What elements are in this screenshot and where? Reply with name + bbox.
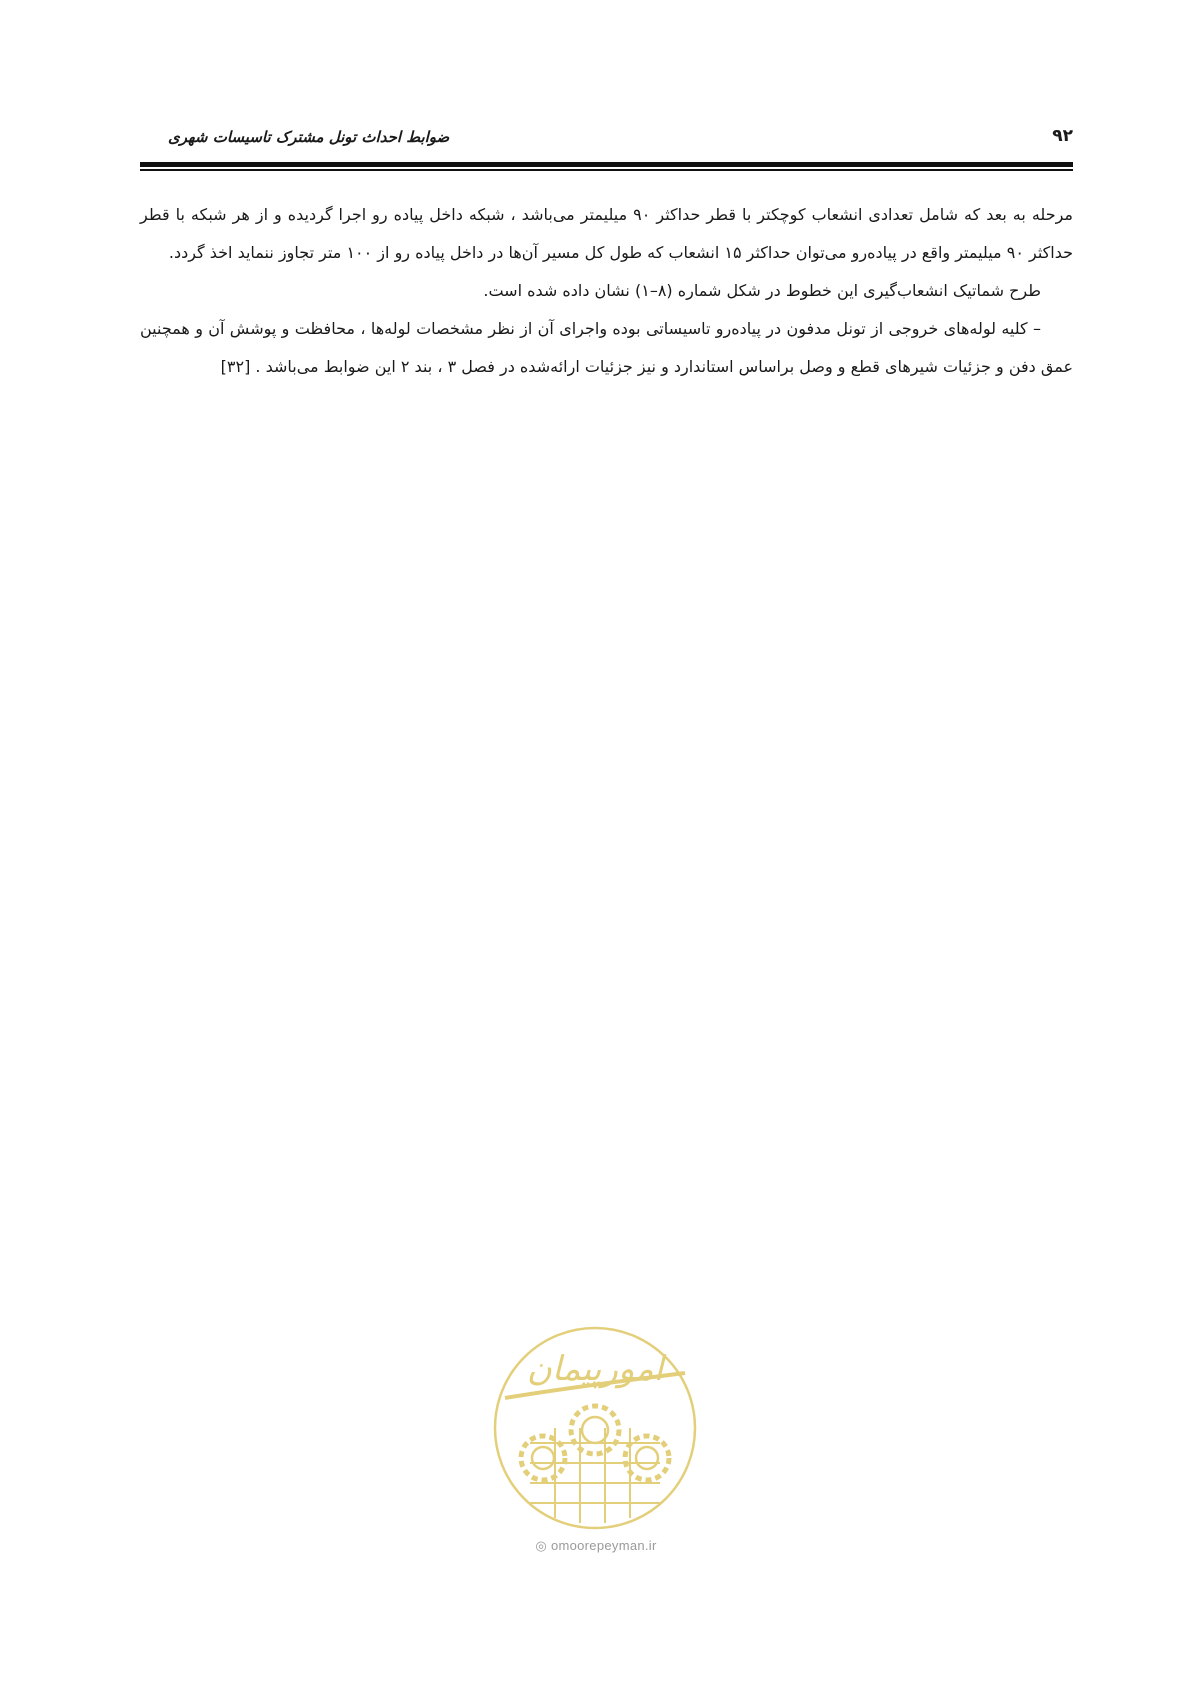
page-header xyxy=(140,122,1073,150)
logo-text: امورپیمان xyxy=(526,1349,664,1389)
header-rule-thin xyxy=(140,169,1073,171)
watermark-url xyxy=(496,1538,696,1554)
globe-icon: ◎ xyxy=(535,1538,548,1553)
running-title: ضوابط احداث تونل مشترک تاسیسات شهری xyxy=(168,128,450,146)
page-number: ۹۲ xyxy=(1052,126,1073,146)
watermark-url-text: omoorepeyman.ir xyxy=(550,1538,657,1553)
logo-seal-icon xyxy=(485,1318,705,1538)
body-text xyxy=(140,196,1073,386)
paragraph: طرح شماتیک انشعاب‌گیری این خطوط در شکل شماره (۸–۱) نشان داده شده است. xyxy=(483,281,1041,300)
paragraph: – کلیه لوله‌های خروجی از تونل مدفون در پیاده‌رو تاسیساتی بوده واجرای آن از نظر مشخصات لوله‌ها ، محافظت و پوشش آن و همچنین عمق دفن و جزئیات شیرهای قطع و وصل براساس استاندارد و نیز جزئیات ارائه‌شده در فصل ۳ ، بند ۲ این ضوابط می‌باشد . [۳۲] xyxy=(140,319,1073,376)
header-rule-thick xyxy=(140,162,1073,167)
paragraph: مرحله به بعد که شامل تعدادی انشعاب کوچکتر با قطر حداکثر ۹۰ میلیمتر می‌باشد ، شبکه داخل پیاده رو اجرا گردیده و از هر شبکه با قطر حداکثر ۹۰ میلیمتر واقع در پیاده‌رو می‌توان حداکثر ۱۵ انشعاب که طول کل مسیر آن‌ها در داخل پیاده رو از ۱۰۰ متر تجاوز ننماید اخذ گردد. xyxy=(140,205,1074,262)
